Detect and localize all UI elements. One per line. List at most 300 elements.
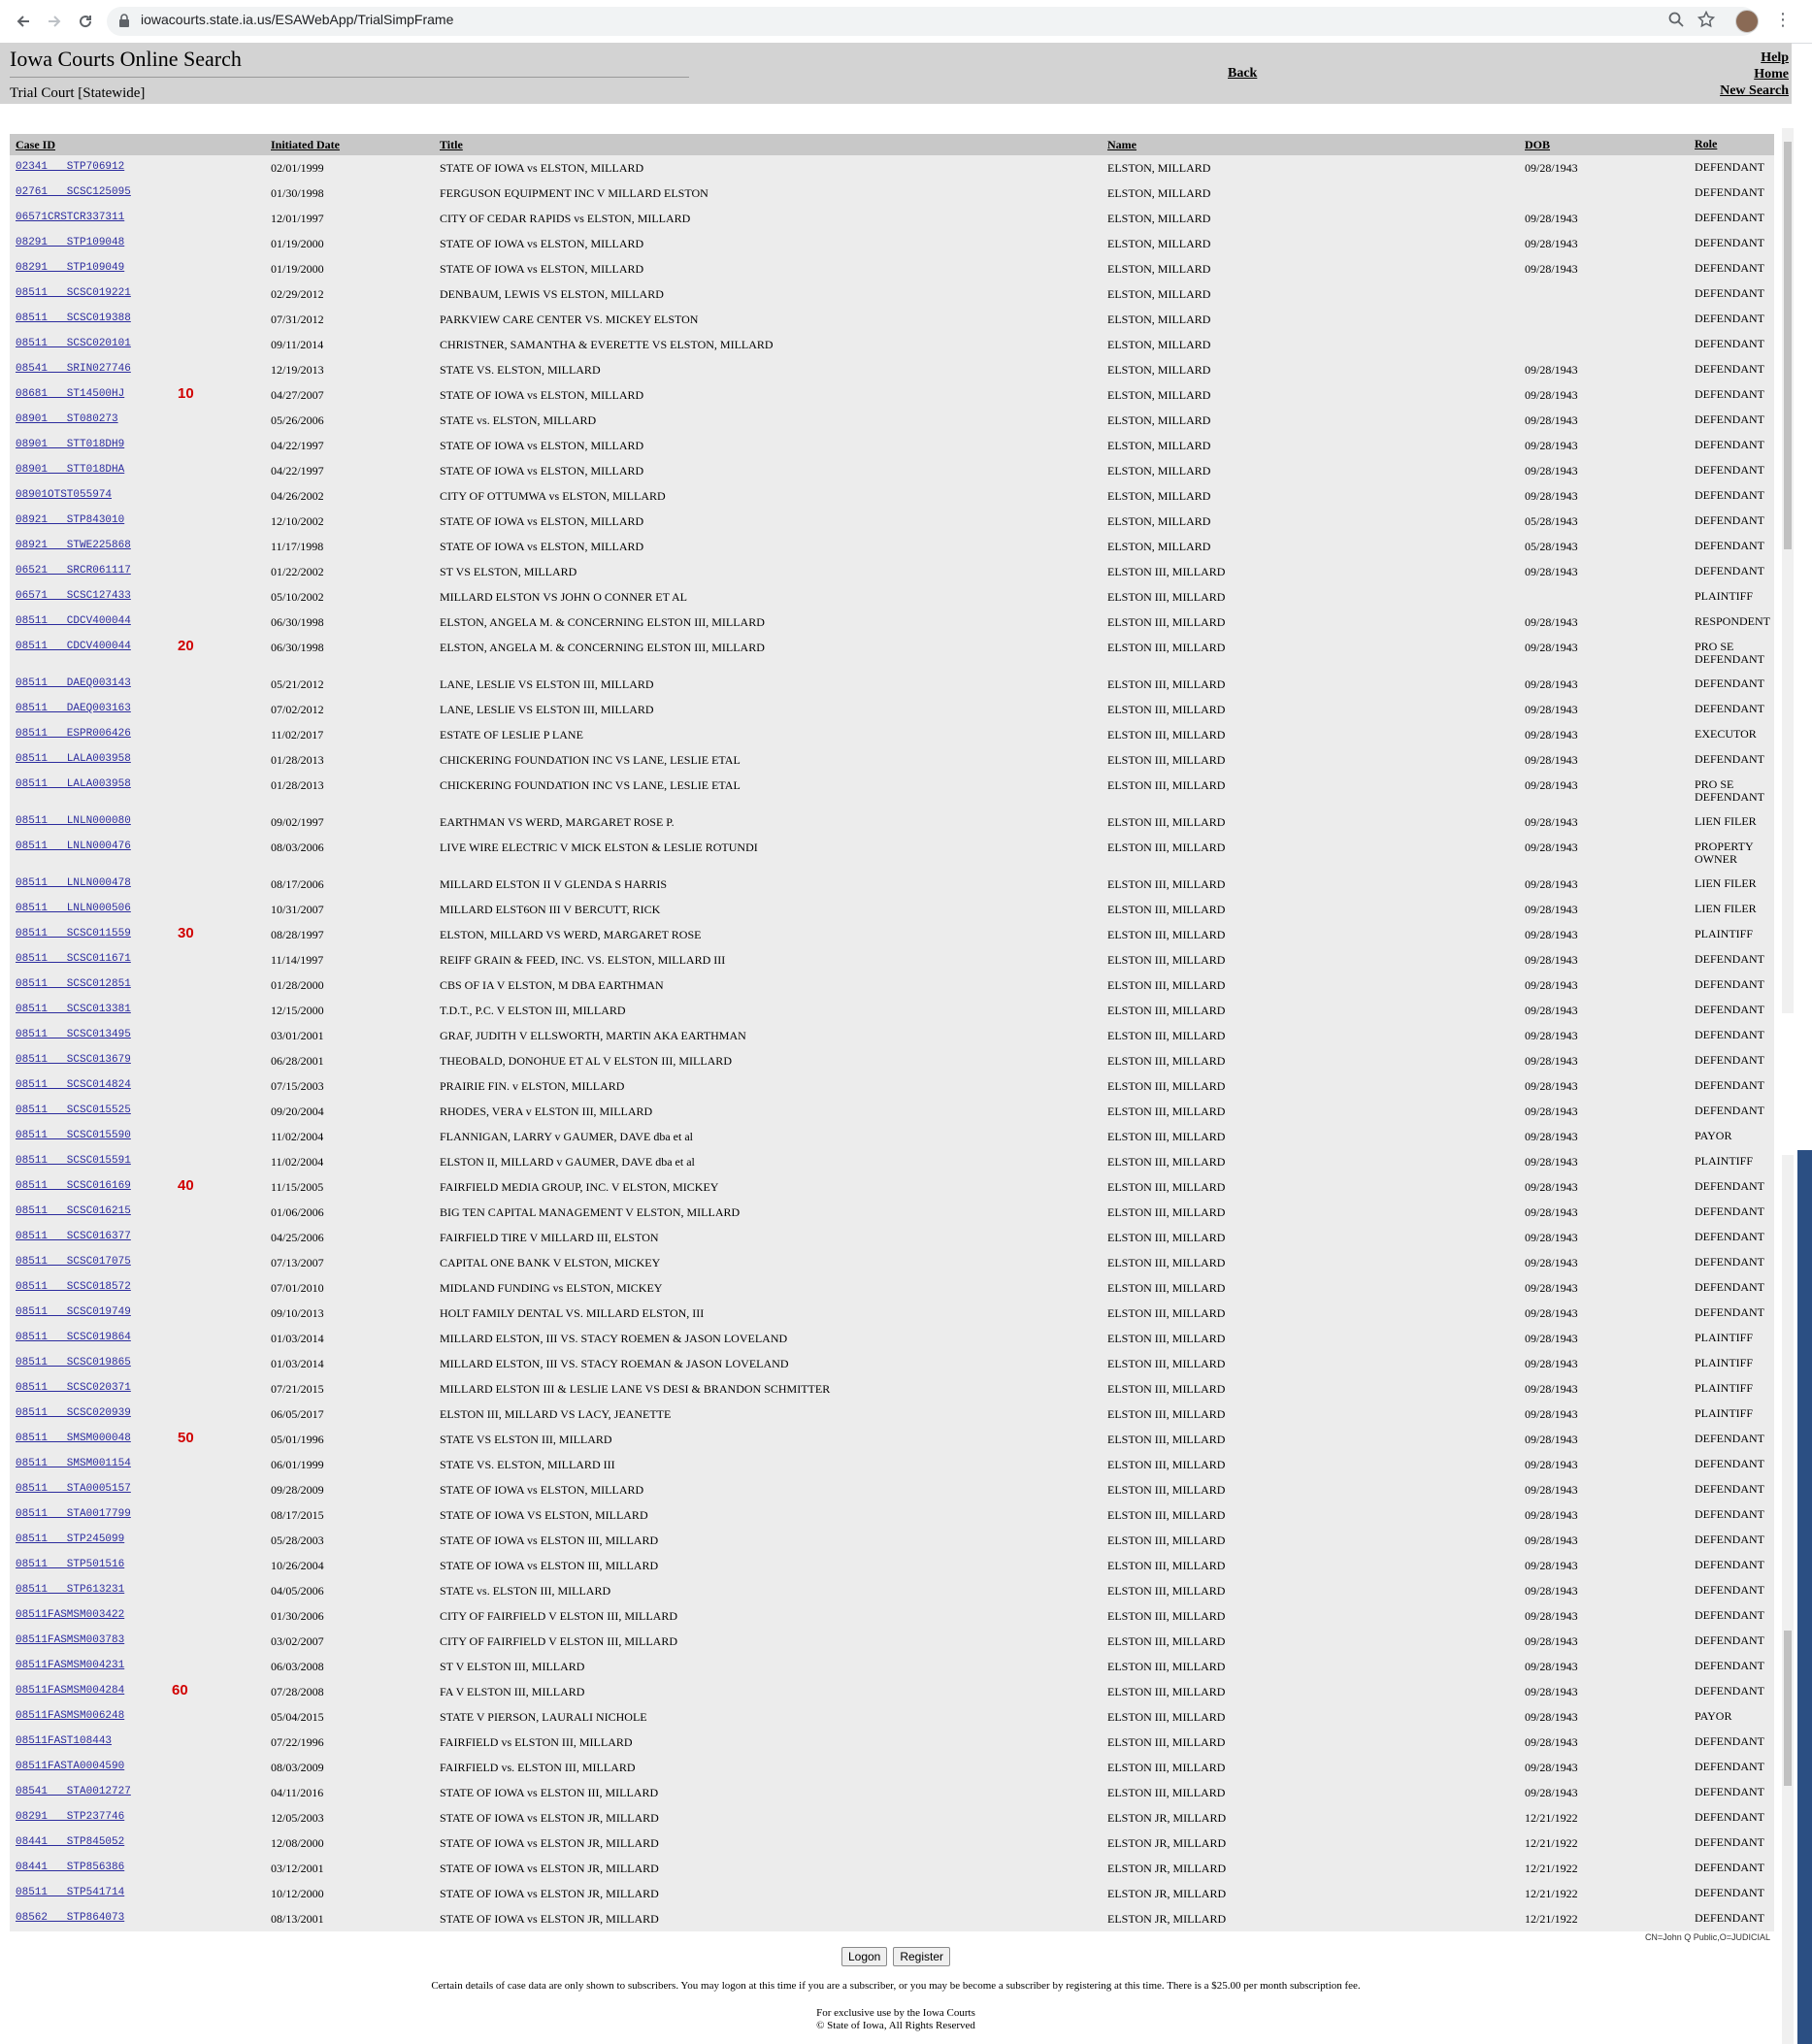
role-cell: [1695, 1407, 1753, 1420]
table-row: [10, 1755, 1774, 1780]
case-id-link[interactable]: 08511 SCSC018572: [16, 1281, 131, 1293]
dob-cell: 05/28/1943: [1525, 540, 1578, 553]
case-id-link[interactable]: 08511 SMSM001154: [16, 1458, 131, 1469]
initiated-date-cell: 06/03/2008: [271, 1660, 324, 1673]
initiated-date-cell: 09/20/2004: [271, 1104, 324, 1118]
table-row: [10, 1275, 1774, 1301]
dob-cell: 09/28/1943: [1525, 262, 1578, 276]
role-cell: [1695, 1079, 1764, 1092]
dob-cell: 12/21/1922: [1525, 1862, 1578, 1875]
role-cell: [1695, 514, 1764, 527]
table-row: [10, 897, 1774, 922]
role-cell: [1695, 1054, 1764, 1067]
table-row: [10, 231, 1774, 256]
role-text: DEFENDANT: [1695, 463, 1764, 477]
name-cell: ELSTON III, MILLARD: [1107, 1533, 1226, 1547]
title-divider: [10, 77, 689, 78]
title-cell: STATE VS ELSTON III, MILLARD: [440, 1433, 612, 1446]
table-row: [10, 809, 1774, 835]
name-cell: ELSTON III, MILLARD: [1107, 1104, 1226, 1118]
case-id-link[interactable]: 08511 LNLN000506: [16, 903, 131, 914]
dob-cell: 09/28/1943: [1525, 464, 1578, 478]
case-id-link[interactable]: 08562 STP864073: [16, 1912, 125, 1924]
role-text: DEFENDANT: [1695, 1734, 1764, 1748]
table-row: [10, 1048, 1774, 1073]
case-id-link[interactable]: 08511 SCSC020101: [16, 338, 131, 349]
initiated-date-cell: 05/10/2002: [271, 590, 324, 604]
case-id-link[interactable]: 08441 STP856386: [16, 1862, 125, 1873]
case-id-link[interactable]: 08921 STWE225868: [16, 540, 131, 551]
title-cell: FAIRFIELD vs. ELSTON III, MILLARD: [440, 1761, 636, 1774]
role-cell: [1695, 1155, 1753, 1168]
case-id-link[interactable]: 08511 STA0017799: [16, 1508, 131, 1520]
name-cell: ELSTON III, MILLARD: [1107, 1786, 1226, 1799]
initiated-date-cell: 01/19/2000: [271, 262, 324, 276]
role-cell: [1695, 1256, 1764, 1269]
scrollbar-top-frame[interactable]: [1782, 128, 1794, 1013]
table-row: [10, 1780, 1774, 1805]
table-row: [10, 747, 1774, 773]
table-row: [10, 433, 1774, 458]
zoom-icon[interactable]: [1667, 11, 1685, 33]
profile-avatar[interactable]: [1735, 10, 1759, 33]
name-cell: ELSTON, MILLARD: [1107, 186, 1211, 200]
table-row: [10, 1225, 1774, 1250]
initiated-date-cell: 01/30/1998: [271, 186, 324, 200]
name-cell: ELSTON III, MILLARD: [1107, 753, 1226, 767]
title-cell: STATE vs. ELSTON, MILLARD: [440, 413, 597, 427]
role-cell: [1695, 590, 1753, 603]
case-id-link[interactable]: 08511 STP541714: [16, 1887, 125, 1898]
dob-cell: 09/28/1943: [1525, 1130, 1578, 1143]
table-row: [10, 1603, 1774, 1629]
name-cell: ELSTON, MILLARD: [1107, 287, 1211, 301]
title-cell: STATE OF IOWA vs ELSTON, MILLARD: [440, 161, 644, 175]
dob-cell: 09/28/1943: [1525, 1382, 1578, 1396]
initiated-date-cell: 07/13/2007: [271, 1256, 324, 1269]
case-id-link[interactable]: 08511 LALA003958: [16, 753, 131, 765]
role-cell: [1695, 1912, 1764, 1925]
name-cell: ELSTON III, MILLARD: [1107, 728, 1226, 742]
dob-cell: 12/21/1922: [1525, 1912, 1578, 1926]
dob-cell: 09/28/1943: [1525, 1079, 1578, 1093]
scrollbar-thumb[interactable]: [1784, 142, 1792, 549]
table-row: [10, 1326, 1774, 1351]
case-id-link[interactable]: 08511 LNLN000476: [16, 841, 131, 852]
dob-cell: 09/28/1943: [1525, 1761, 1578, 1774]
help-link[interactable]: Help: [1761, 50, 1789, 65]
title-cell: CITY OF FAIRFIELD V ELSTON III, MILLARD: [440, 1609, 677, 1623]
case-id-link[interactable]: 08511 SCSC011671: [16, 953, 131, 965]
logon-button[interactable]: Logon: [841, 1947, 887, 1966]
role-cell: [1695, 778, 1764, 804]
case-id-link[interactable]: 08511 DAEQ003143: [16, 677, 131, 689]
role-text: LIEN FILER: [1695, 902, 1757, 915]
case-id-link[interactable]: 08441 STP845052: [16, 1836, 125, 1848]
forward-arrow-icon[interactable]: [42, 9, 67, 34]
title-cell: STATE OF IOWA vs ELSTON III, MILLARD: [440, 1533, 659, 1547]
table-row: [10, 1679, 1774, 1704]
case-id-link[interactable]: 08511FASMSM003422: [16, 1609, 125, 1621]
case-id-link[interactable]: 08511 SCSC016377: [16, 1231, 131, 1242]
title-cell: STATE OF IOWA vs ELSTON JR, MILLARD: [440, 1836, 659, 1850]
initiated-date-cell: 04/27/2007: [271, 388, 324, 402]
role-text: PRO SE: [1695, 640, 1734, 653]
case-id-link[interactable]: 08511 SCSC015590: [16, 1130, 131, 1141]
table-row: [10, 773, 1774, 809]
initiated-date-cell: 01/22/2002: [271, 565, 324, 578]
role-text: DEFENDANT: [1695, 387, 1764, 401]
name-cell: ELSTON III, MILLARD: [1107, 1130, 1226, 1143]
title-cell: ESTATE OF LESLIE P LANE: [440, 728, 583, 742]
case-id-link[interactable]: 08511FASMSM004231: [16, 1660, 125, 1671]
reload-icon[interactable]: [73, 9, 98, 34]
case-id-link[interactable]: 08511FASMSM006248: [16, 1710, 125, 1722]
name-cell: ELSTON III, MILLARD: [1107, 1382, 1226, 1396]
case-id-link[interactable]: 08511 CDCV400044: [16, 641, 131, 652]
table-row: [10, 458, 1774, 483]
initiated-date-cell: 07/21/2015: [271, 1382, 324, 1396]
table-body: [10, 155, 1774, 1931]
case-id-link[interactable]: 08511 SCSC019221: [16, 287, 131, 299]
case-id-link[interactable]: 08511 LNLN000080: [16, 815, 131, 827]
bookmark-star-icon[interactable]: [1697, 11, 1715, 33]
role-text: DEFENDANT: [1695, 702, 1764, 715]
role-cell: [1695, 1786, 1764, 1798]
name-cell: ELSTON III, MILLARD: [1107, 1357, 1226, 1370]
role-text: DEFENDANT: [1695, 1835, 1764, 1849]
role-cell: [1695, 338, 1764, 350]
initiated-date-cell: 07/22/1996: [271, 1735, 324, 1749]
table-row: [10, 610, 1774, 635]
dob-cell: 09/28/1943: [1525, 565, 1578, 578]
table-row: [10, 998, 1774, 1023]
role-cell: [1695, 1180, 1764, 1193]
name-cell: ELSTON III, MILLARD: [1107, 903, 1226, 916]
initiated-date-cell: 04/11/2016: [271, 1786, 324, 1799]
dob-cell: 09/28/1943: [1525, 1054, 1578, 1068]
title-cell: STATE OF IOWA vs ELSTON, MILLARD: [440, 514, 644, 528]
title-cell: FA V ELSTON III, MILLARD: [440, 1685, 585, 1698]
title-cell: LANE, LESLIE VS ELSTON III, MILLARD: [440, 677, 654, 691]
dob-cell: 09/28/1943: [1525, 413, 1578, 427]
table-row: [10, 1528, 1774, 1553]
case-id-link[interactable]: 02341 STP706912: [16, 161, 125, 173]
col-header-initiated-date[interactable]: Initiated Date: [271, 138, 340, 151]
name-cell: ELSTON III, MILLARD: [1107, 1155, 1226, 1169]
name-cell: ELSTON, MILLARD: [1107, 338, 1211, 351]
title-cell: RHODES, VERA v ELSTON III, MILLARD: [440, 1104, 653, 1118]
table-row: [10, 1174, 1774, 1200]
case-id-link[interactable]: 08291 STP109048: [16, 237, 125, 248]
case-id-link[interactable]: 08291 STP109049: [16, 262, 125, 274]
title-cell: STATE OF IOWA vs ELSTON, MILLARD: [440, 1483, 644, 1497]
initiated-date-cell: 05/21/2012: [271, 677, 324, 691]
title-cell: CAPITAL ONE BANK V ELSTON, MICKEY: [440, 1256, 661, 1269]
initiated-date-cell: 12/19/2013: [271, 363, 324, 377]
name-cell: ELSTON, MILLARD: [1107, 161, 1211, 175]
case-id-link[interactable]: 08681 ST14500HJ: [16, 388, 125, 400]
role-text: DEFENDANT: [1695, 1457, 1764, 1470]
role-text: DEFENDANT: [1695, 312, 1764, 325]
register-button[interactable]: Register: [893, 1947, 950, 1966]
dob-cell: 09/28/1943: [1525, 953, 1578, 967]
name-cell: ELSTON III, MILLARD: [1107, 1483, 1226, 1497]
new-search-link[interactable]: New Search: [1720, 83, 1789, 98]
case-id-link[interactable]: 08291 STP237746: [16, 1811, 125, 1823]
title-cell: STATE vs. ELSTON III, MILLARD: [440, 1584, 611, 1598]
table-row: [10, 947, 1774, 973]
case-id-link[interactable]: 08511 LNLN000478: [16, 877, 131, 889]
case-id-link[interactable]: 08511 CDCV400044: [16, 615, 131, 627]
dob-cell: 09/28/1943: [1525, 1735, 1578, 1749]
dob-cell: 09/28/1943: [1525, 677, 1578, 691]
name-cell: ELSTON III, MILLARD: [1107, 1256, 1226, 1269]
dob-cell: 09/28/1943: [1525, 1256, 1578, 1269]
name-cell: ELSTON III, MILLARD: [1107, 1180, 1226, 1194]
role-cell: [1695, 1004, 1764, 1016]
case-id-link[interactable]: 08511 DAEQ003163: [16, 703, 131, 714]
role-text: DEFENDANT: [1695, 676, 1764, 690]
table-row: [10, 1351, 1774, 1376]
table-row: [10, 1906, 1774, 1931]
case-id-link[interactable]: 08511 SCSC016169: [16, 1180, 131, 1192]
table-row: [10, 256, 1774, 281]
url-text[interactable]: iowacourts.state.ia.us/ESAWebApp/TrialSimpFrame: [141, 12, 454, 27]
name-cell: ELSTON III, MILLARD: [1107, 1685, 1226, 1698]
name-cell: ELSTON III, MILLARD: [1107, 1735, 1226, 1749]
role-cell: [1695, 1483, 1764, 1496]
title-cell: MILLARD ELSTON VS JOHN O CONNER ET AL: [440, 590, 688, 604]
table-row: [10, 1830, 1774, 1856]
dob-cell: 09/28/1943: [1525, 1332, 1578, 1345]
case-id-link[interactable]: 08511 STA0005157: [16, 1483, 131, 1495]
case-id-link[interactable]: 08511 LALA003958: [16, 778, 131, 790]
role-text: RESPONDENT: [1695, 614, 1771, 628]
role-text: LIEN FILER: [1695, 814, 1757, 828]
case-id-link[interactable]: 08511FAST108443: [16, 1735, 113, 1747]
case-id-link[interactable]: 08541 STA0012727: [16, 1786, 131, 1797]
case-id-link[interactable]: 08901OTST055974: [16, 489, 113, 501]
role-cell: [1695, 1231, 1764, 1243]
scrollbar-page[interactable]: [1782, 1155, 1794, 2044]
col-header-role[interactable]: Role: [1695, 137, 1718, 150]
case-id-link[interactable]: 08511 ESPR006426: [16, 728, 131, 740]
role-text: DEFENDANT: [1695, 1684, 1764, 1698]
initiated-date-cell: 01/28/2000: [271, 978, 324, 992]
case-id-link[interactable]: 08511 SCSC020371: [16, 1382, 131, 1394]
initiated-date-cell: 11/02/2004: [271, 1155, 324, 1169]
case-id-link[interactable]: 08511 SMSM000048: [16, 1433, 131, 1444]
title-cell: ELSTON III, MILLARD VS LACY, JEANETTE: [440, 1407, 672, 1421]
lock-icon[interactable]: [118, 14, 130, 32]
case-id-link[interactable]: 08511FASTA0004590: [16, 1761, 125, 1772]
case-id-link[interactable]: 08511 STP501516: [16, 1559, 125, 1570]
title-cell: STATE OF IOWA vs ELSTON, MILLARD: [440, 237, 644, 250]
initiated-date-cell: 07/28/2008: [271, 1685, 324, 1698]
role-text: DEFENDANT: [1695, 1583, 1764, 1597]
case-id-link[interactable]: 08901 STT018DH9: [16, 439, 125, 450]
case-id-link[interactable]: 08511 SCSC019865: [16, 1357, 131, 1368]
table-row: [10, 1704, 1774, 1730]
role-text: DEFENDANT: [1695, 1886, 1764, 1899]
case-id-link[interactable]: 08511 SCSC013381: [16, 1004, 131, 1015]
table-row: [10, 483, 1774, 509]
col-header-dob[interactable]: DOB: [1525, 138, 1551, 151]
role-text: PLAINTIFF: [1695, 1356, 1754, 1369]
initiated-date-cell: 03/01/2001: [271, 1029, 324, 1042]
dob-cell: 09/28/1943: [1525, 388, 1578, 402]
role-text: DEFENDANT: [1695, 1785, 1764, 1798]
role-cell: [1695, 413, 1764, 426]
title-cell: PARKVIEW CARE CENTER VS. MICKEY ELSTON: [440, 313, 699, 326]
home-link[interactable]: Home: [1754, 67, 1789, 82]
table-row: [10, 722, 1774, 747]
title-cell: STATE OF IOWA vs ELSTON JR, MILLARD: [440, 1912, 659, 1926]
case-id-link[interactable]: 08511 SCSC015591: [16, 1155, 131, 1167]
table-row: [10, 509, 1774, 534]
dob-cell: 09/28/1943: [1525, 1281, 1578, 1295]
role-cell: [1695, 1508, 1764, 1521]
case-id-link[interactable]: 08511 SCSC013495: [16, 1029, 131, 1040]
role-text: DEFENDANT: [1695, 1255, 1764, 1269]
role-text: DEFENDANT: [1695, 1760, 1764, 1773]
case-id-link[interactable]: 08511 STP613231: [16, 1584, 125, 1596]
dob-cell: 09/28/1943: [1525, 753, 1578, 767]
case-id-link[interactable]: 08511 SCSC013679: [16, 1054, 131, 1066]
title-cell: LIVE WIRE ELECTRIC V MICK ELSTON & LESLIE ROTUNDI: [440, 841, 758, 854]
case-id-link[interactable]: 08921 STP843010: [16, 514, 125, 526]
case-id-link[interactable]: 08511 SCSC012851: [16, 978, 131, 990]
initiated-date-cell: 06/01/1999: [271, 1458, 324, 1471]
name-cell: ELSTON III, MILLARD: [1107, 703, 1226, 716]
table-row: [10, 1578, 1774, 1603]
case-id-link[interactable]: 08511 SCSC019749: [16, 1306, 131, 1318]
case-id-link[interactable]: 08511 SCSC020939: [16, 1407, 131, 1419]
name-cell: ELSTON, MILLARD: [1107, 413, 1211, 427]
role-cell: [1695, 615, 1770, 628]
title-cell: MILLARD ELSTON II V GLENDA S HARRIS: [440, 877, 668, 891]
case-id-link[interactable]: 08511 SCSC011559: [16, 928, 131, 940]
case-id-link[interactable]: 08511 SCSC014824: [16, 1079, 131, 1091]
table-row: [10, 1149, 1774, 1174]
table-row: [10, 534, 1774, 559]
role-text: DEFENDANT: [1695, 952, 1764, 966]
role-cell: [1695, 1811, 1764, 1824]
initiated-date-cell: 02/29/2012: [271, 287, 324, 301]
role-cell: [1695, 703, 1764, 715]
case-id-link[interactable]: 06521 SRCR061117: [16, 565, 131, 577]
title-cell: STATE OF IOWA vs ELSTON JR, MILLARD: [440, 1811, 659, 1825]
title-cell: CBS OF IA V ELSTON, M DBA EARTHMAN: [440, 978, 664, 992]
title-cell: CITY OF OTTUMWA vs ELSTON, MILLARD: [440, 489, 666, 503]
name-cell: ELSTON III, MILLARD: [1107, 928, 1226, 941]
case-id-link[interactable]: 08901 ST080273: [16, 413, 118, 425]
col-header-name[interactable]: Name: [1107, 138, 1137, 151]
title-cell: GRAF, JUDITH V ELLSWORTH, MARTIN AKA EARTHMAN: [440, 1029, 746, 1042]
title-cell: CHICKERING FOUNDATION INC VS LANE, LESLIE ETAL: [440, 753, 741, 767]
table-row: [10, 1099, 1774, 1124]
case-id-link[interactable]: 08511 SCSC019864: [16, 1332, 131, 1343]
role-text: EXECUTOR: [1695, 727, 1757, 741]
name-cell: ELSTON III, MILLARD: [1107, 677, 1226, 691]
dob-cell: 09/28/1943: [1525, 1433, 1578, 1446]
role-text: DEFENDANT: [1695, 1861, 1764, 1874]
table-row: [10, 697, 1774, 722]
role-text: DEFENDANT: [1695, 1659, 1764, 1672]
role-cell: [1695, 1887, 1764, 1899]
scrollbar-thumb[interactable]: [1784, 1631, 1792, 1786]
col-header-title[interactable]: Title: [440, 138, 463, 151]
case-id-link[interactable]: 08901 STT018DHA: [16, 464, 125, 476]
role-cell: [1695, 388, 1764, 401]
initiated-date-cell: 09/11/2014: [271, 338, 324, 351]
col-header-case-id[interactable]: Case ID: [16, 138, 55, 151]
title-cell: EARTHMAN VS WERD, MARGARET ROSE P.: [440, 815, 675, 829]
case-id-link[interactable]: 08511 STP245099: [16, 1533, 125, 1545]
role-cell: [1695, 815, 1757, 828]
case-id-link[interactable]: 02761 SCSC125095: [16, 186, 131, 198]
name-cell: ELSTON III, MILLARD: [1107, 1281, 1226, 1295]
case-id-link[interactable]: 08511 SCSC015525: [16, 1104, 131, 1116]
title-cell: STATE OF IOWA VS ELSTON, MILLARD: [440, 1508, 648, 1522]
back-link[interactable]: Back: [1228, 66, 1258, 81]
role-cell: [1695, 313, 1764, 325]
title-cell: CITY OF FAIRFIELD V ELSTON III, MILLARD: [440, 1634, 677, 1648]
initiated-date-cell: 01/03/2014: [271, 1357, 324, 1370]
title-cell: STATE OF IOWA vs ELSTON JR, MILLARD: [440, 1887, 659, 1900]
name-cell: ELSTON III, MILLARD: [1107, 1710, 1226, 1724]
role-text: DEFENDANT: [1695, 564, 1764, 577]
dob-cell: 09/28/1943: [1525, 439, 1578, 452]
table-row: [10, 206, 1774, 231]
case-id-link[interactable]: 06571CRSTCR337311: [16, 212, 125, 223]
name-cell: ELSTON JR, MILLARD: [1107, 1811, 1227, 1825]
case-id-link[interactable]: 06571 SCSC127433: [16, 590, 131, 602]
name-cell: ELSTON JR, MILLARD: [1107, 1836, 1227, 1850]
case-id-link[interactable]: 08511 SCSC019388: [16, 313, 131, 324]
role-text: PLAINTIFF: [1695, 589, 1754, 603]
case-id-link[interactable]: 08511FASMSM003783: [16, 1634, 125, 1646]
role-cell: [1695, 1382, 1753, 1395]
role-text: DEFENDANT: [1695, 1028, 1764, 1041]
title-cell: HOLT FAMILY DENTAL VS. MILLARD ELSTON, III: [440, 1306, 705, 1320]
initiated-date-cell: 03/02/2007: [271, 1634, 324, 1648]
dob-cell: 09/28/1943: [1525, 489, 1578, 503]
back-arrow-icon[interactable]: [11, 9, 36, 34]
table-row: [10, 1881, 1774, 1906]
table-row: [10, 1452, 1774, 1477]
case-id-link[interactable]: 08541 SRIN027746: [16, 363, 131, 375]
initiated-date-cell: 11/14/1997: [271, 953, 324, 967]
case-id-link[interactable]: 08511FASMSM004284: [16, 1685, 125, 1697]
dob-cell: 09/28/1943: [1525, 1660, 1578, 1673]
case-id-link[interactable]: 08511 SCSC017075: [16, 1256, 131, 1268]
role-text-line2: DEFENDANT: [1695, 652, 1764, 666]
title-cell: ELSTON, ANGELA M. & CONCERNING ELSTON III, MILLARD: [440, 615, 765, 629]
role-text: DEFENDANT: [1695, 1533, 1764, 1546]
name-cell: ELSTON, MILLARD: [1107, 439, 1211, 452]
role-cell: [1695, 287, 1764, 300]
title-cell: MILLARD ELSTON, III VS. STACY ROEMEN & JASON LOVELAND: [440, 1332, 788, 1345]
role-text: DEFENDANT: [1695, 1104, 1764, 1117]
dob-cell: 09/28/1943: [1525, 212, 1578, 225]
title-cell: MILLARD ELSTON, III VS. STACY ROEMAN & JASON LOVELAND: [440, 1357, 789, 1370]
table-row: [10, 1376, 1774, 1401]
dob-cell: 09/28/1943: [1525, 1458, 1578, 1471]
case-id-link[interactable]: 08511 SCSC016215: [16, 1205, 131, 1217]
menu-kebab-icon[interactable]: ⋮: [1774, 10, 1792, 30]
